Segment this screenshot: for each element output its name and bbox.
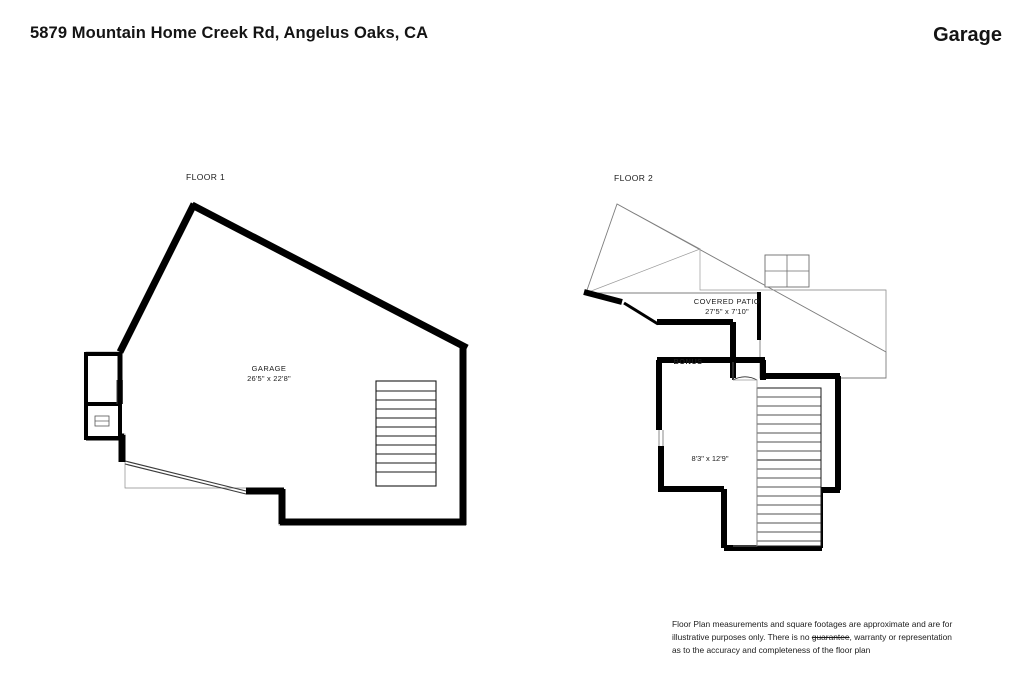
- page-title: 5879 Mountain Home Creek Rd, Angelus Oaks, CA: [30, 24, 429, 42]
- disclaimer-line-2b: purposes: [711, 632, 747, 643]
- room-label-bonus: BONUS: [673, 357, 703, 366]
- staircase-floor-1: [376, 381, 436, 486]
- floor-1-label: FLOOR 1: [186, 172, 226, 182]
- patio-wall-west: [584, 292, 622, 302]
- disclaimer-line-2c: only. There is no: [746, 632, 812, 643]
- disclaimer-line-3: as to the accuracy and completeness of the floor plan: [672, 645, 871, 656]
- staircase-floor-2-upper: [757, 388, 821, 460]
- floor-2-label: FLOOR 2: [614, 173, 654, 183]
- covered-patio-dims: 27'5" x 7'10": [705, 307, 749, 316]
- floor-2-drawing: [584, 204, 886, 548]
- disclaimer-line-1: Floor Plan measurements and square footages are approximate and are for: [672, 619, 953, 629]
- disclaimer-strikethrough-word: guarantee: [811, 632, 850, 643]
- plan-type-title: Garage: [933, 24, 1002, 46]
- room-label-covered-patio: [663, 297, 791, 317]
- disclaimer-text: [672, 618, 1010, 658]
- door-swing-arc: [733, 377, 757, 380]
- staircase-floor-2-lower: [757, 460, 821, 546]
- room-label-garage: [213, 364, 325, 384]
- room-dims-bonus: 8'3" x 12'9": [691, 454, 729, 463]
- disclaimer-line-2a: illustrative: [672, 632, 712, 643]
- garage-dims: 26'5" x 22'8": [247, 374, 291, 383]
- patio-rail-diagonal: [624, 303, 658, 324]
- garage-name: GARAGE: [251, 364, 287, 373]
- covered-patio-name: COVERED PATIO: [693, 297, 761, 306]
- disclaimer-line-2d: , warranty or representation: [849, 632, 952, 643]
